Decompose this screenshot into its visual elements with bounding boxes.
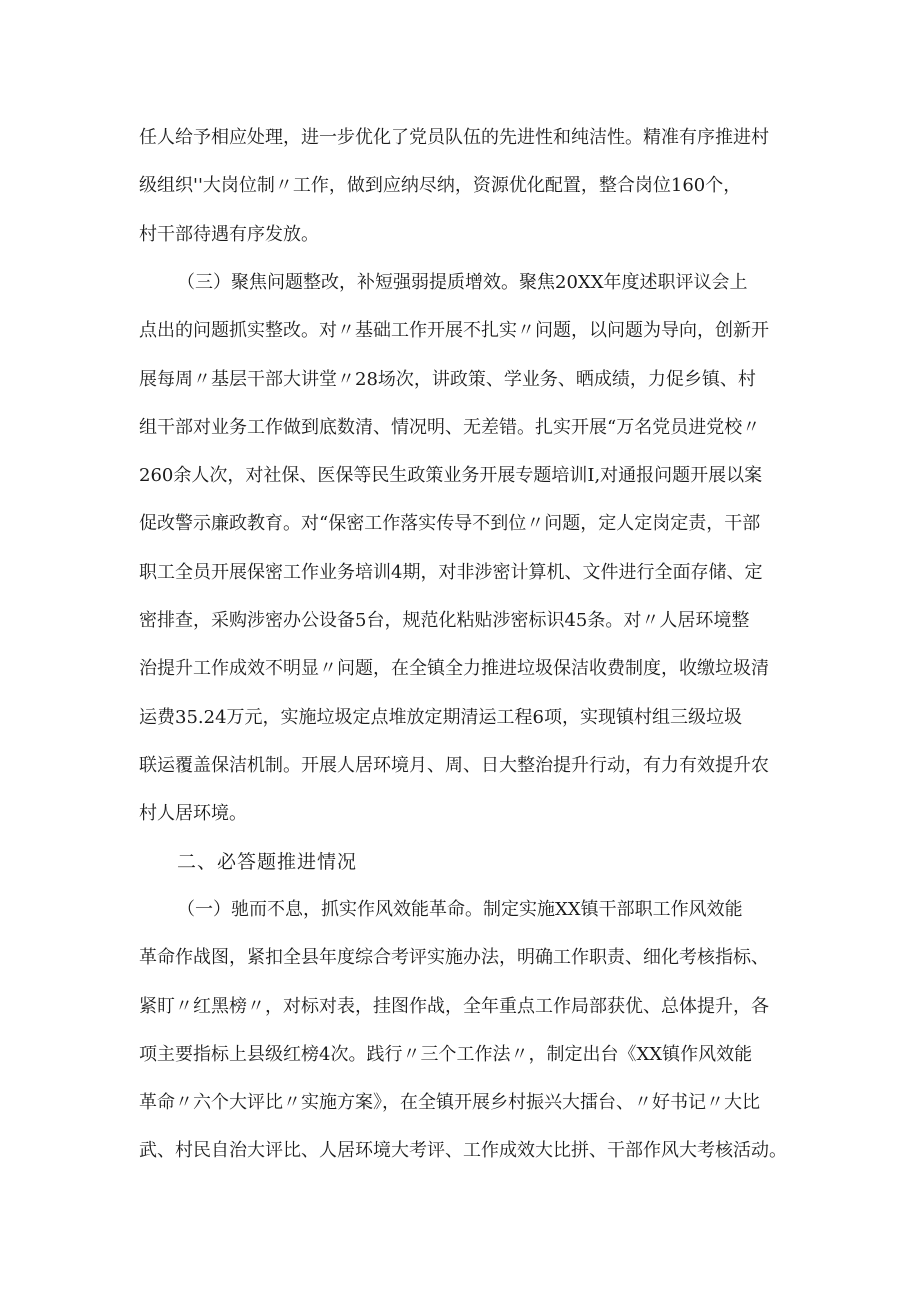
text-line: 武、村民自治大评比、人居环境大考评、工作成效大比拼、干部作风大考核活动。 [139,1140,787,1162]
text-line: 密排查，采购涉密办公设备5台，规范化粘贴涉密标识45条。对〃人居环境整 [139,610,750,632]
section-heading: 二、必答题推进情况 [177,851,358,873]
text-line: 职工全员开展保密工作业务培训4期，对非涉密计算机、文件进行全面存储、定 [139,561,763,583]
text-line: 展每周〃基层干部大讲堂〃28场次，讲政策、学业务、晒成绩，力促乡镇、村 [139,368,756,390]
paragraph-section-1 [139,886,789,1176]
paragraph-continuation [139,114,789,259]
text-line: 革命〃六个大评比〃实施方案》，在全镇开展乡村振兴大擂台、〃好书记〃大比 [139,1092,760,1114]
text-line: 治提升工作成效不明显〃问题，在全镇全力推进垃圾保洁收费制度，收缴垃圾清 [139,658,769,680]
text-line: 促改警示廉政教育。对“保密工作落实传导不到位〃问题，定人定岗定责，干部 [139,513,761,535]
paragraph-section-3 [139,259,789,839]
text-line: 联运覆盖保洁机制。开展人居环境月、周、日大整治提升行动，有力有效提升农 [139,754,769,776]
text-line: 村干部待遇有序发放。 [139,223,319,245]
text-line: 运费35.24万元，实施垃圾定点堆放定期清运工程6项，实现镇村组三级垃圾 [139,706,742,728]
text-line: 任人给予相应处理，进一步优化了党员队伍的先进性和纯洁性。精准有序推进村 [139,127,769,148]
text-line: 点出的问题抓实整改。对〃基础工作开展不扎实〃问题，以问题为导向，创新开 [139,320,769,342]
text-line: 组干部对业务工作做到底数清、情况明、无差错。扎实开展“万名党员进党校〃 [139,416,761,438]
text-line: 项主要指标上县级红榜4次。践行〃三个工作法〃，制定出台《XX镇作风效能 [139,1043,753,1065]
text-line: （一）驰而不息，抓实作风效能革命。制定实施XX镇干部职工作风效能 [177,899,743,920]
section-heading-block [139,838,789,886]
text-line: 紧盯〃红黑榜〃，对标对表，挂图作战，全年重点工作局部获优、总体提升，各 [139,995,769,1017]
text-line: （三）聚焦问题整改，补短强弱提质增效。聚焦20XX年度述职评议会上 [177,272,748,293]
text-line: 革命作战图，紧扣全县年度综合考评实施办法，明确工作职责、细化考核指标、 [139,947,769,969]
text-line: 村人居环境。 [139,803,247,825]
text-line: 级组织''大岗位制〃工作，做到应纳尽纳，资源优化配置，整合岗位160个， [139,175,742,197]
text-line: 260余人次，对社保、医保等民生政策业务开展专题培训I,对通报问题开展以案 [139,465,763,487]
